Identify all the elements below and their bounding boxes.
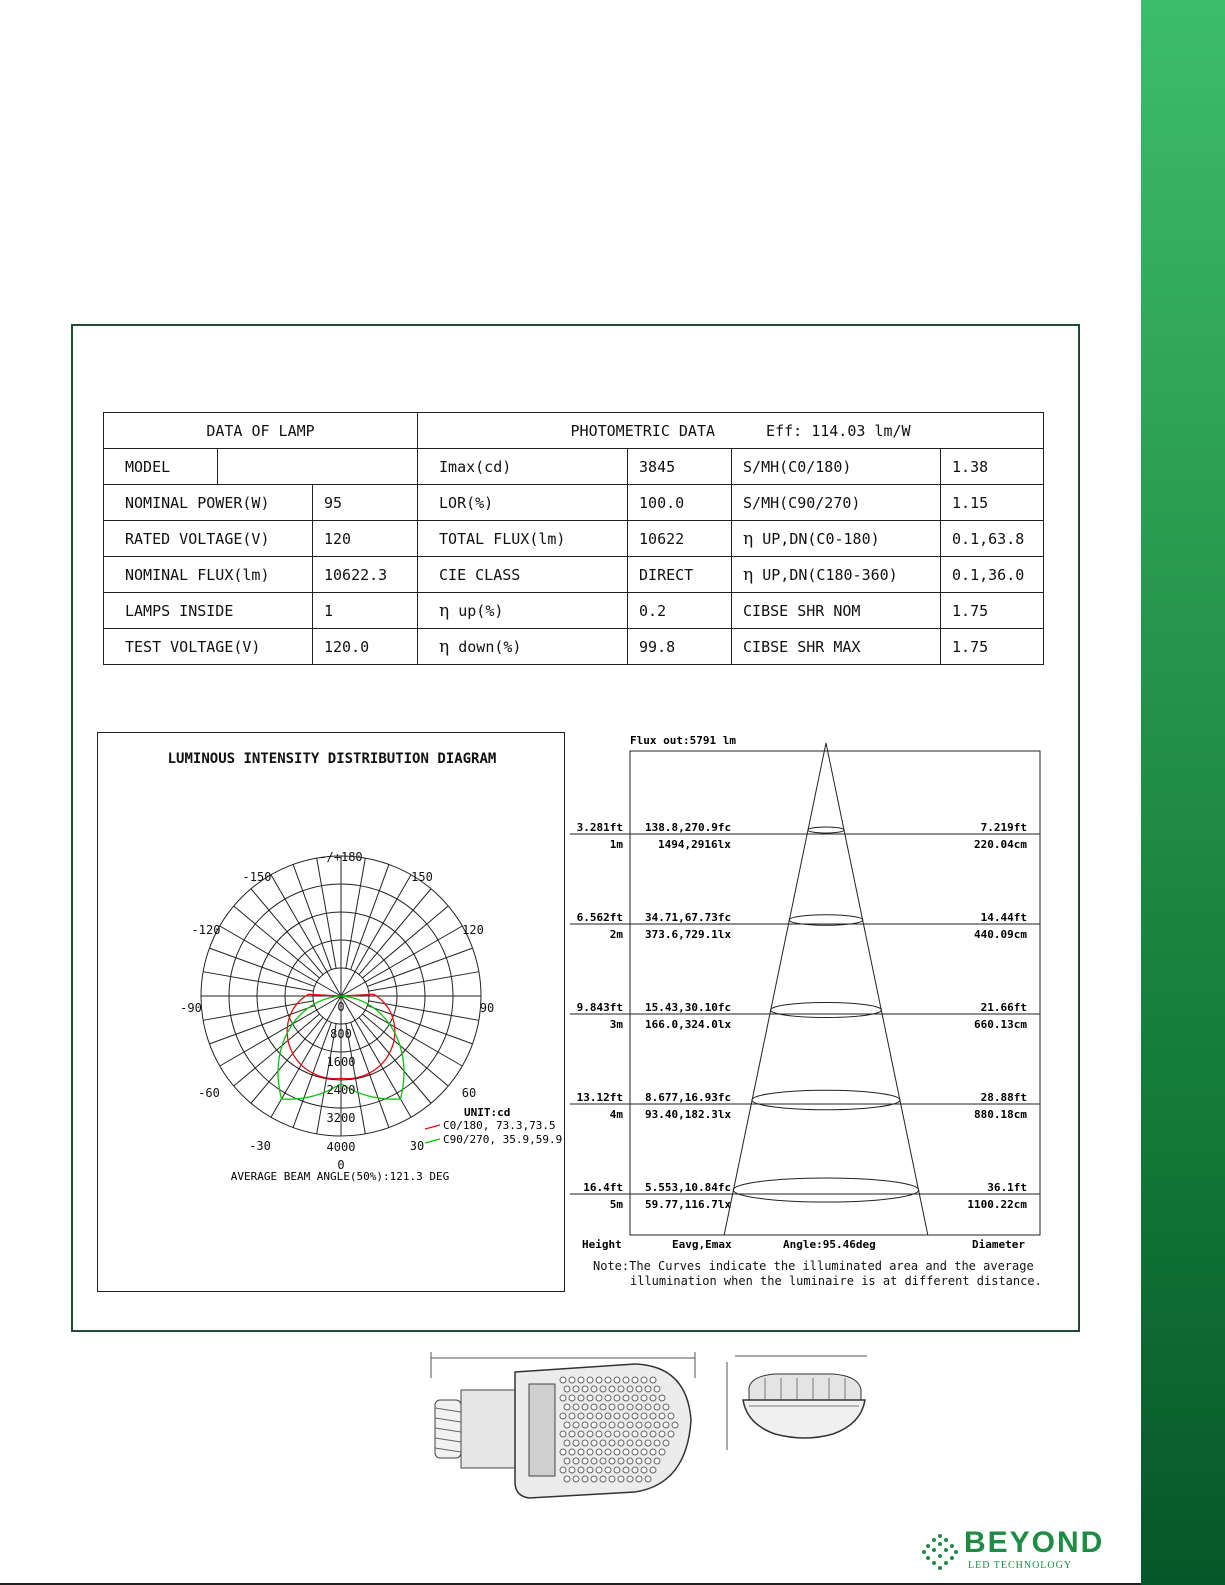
led-dot — [614, 1467, 620, 1473]
legend-c90-line — [425, 1139, 440, 1143]
height-m: 3m — [609, 1018, 623, 1031]
lamp-data-header: DATA OF LAMP — [104, 413, 418, 449]
fc-value: 34.71,67.73fc — [645, 911, 732, 924]
angle-label-m30: -30 — [249, 1139, 271, 1153]
cone-lines — [724, 743, 928, 1235]
cone-edge-left — [724, 743, 826, 1235]
led-dot — [582, 1404, 588, 1410]
height-ft: 16.4ft — [583, 1181, 623, 1194]
led-dot — [627, 1440, 633, 1446]
led-dot — [641, 1377, 647, 1383]
unit-label: UNIT:cd — [464, 1106, 511, 1119]
ring-label: 2400 — [326, 1083, 356, 1097]
led-dot — [587, 1467, 593, 1473]
eta-symbol: η — [743, 528, 754, 549]
imax-label: Imax(cd) — [418, 449, 628, 485]
led-dot — [591, 1386, 597, 1392]
led-dot — [600, 1422, 606, 1428]
led-dot — [582, 1476, 588, 1482]
led-dot — [573, 1422, 579, 1428]
angle-label-m90: -90 — [180, 1001, 202, 1015]
diameter-cm: 660.13cm — [974, 1018, 1027, 1031]
led-dot — [609, 1404, 615, 1410]
smh-c90-value: 1.15 — [941, 485, 1044, 521]
led-dot — [569, 1377, 575, 1383]
angle-label-0: 0 — [337, 1158, 345, 1172]
flux-out-label: Flux out:5791 lm — [630, 734, 736, 747]
polar-spoke — [203, 972, 313, 991]
polar-spoke — [209, 948, 314, 986]
led-dot — [623, 1413, 629, 1419]
lx-value: 93.40,182.3lx — [645, 1108, 732, 1121]
angle-label-180: -/+180 — [319, 850, 363, 864]
height-ft: 3.281ft — [576, 821, 623, 834]
height-m: 4m — [609, 1108, 623, 1121]
angle-label-m120: -120 — [191, 923, 221, 937]
voltage-label: RATED VOLTAGE(V) — [104, 521, 313, 557]
power-label: NOMINAL POWER(W) — [104, 485, 313, 521]
polar-spoke — [351, 1022, 389, 1127]
height-m: 2m — [609, 928, 623, 941]
led-dot — [605, 1413, 611, 1419]
led-dot — [618, 1458, 624, 1464]
updn-c0-value: 0.1,63.8 — [941, 521, 1044, 557]
led-dot — [582, 1440, 588, 1446]
footer-diameter: Diameter — [972, 1238, 1025, 1251]
led-dot — [627, 1476, 633, 1482]
led-dot — [641, 1431, 647, 1437]
led-dot — [591, 1422, 597, 1428]
led-dot — [623, 1467, 629, 1473]
led-dot — [587, 1377, 593, 1383]
polar-spoke — [367, 1006, 472, 1044]
test-voltage-value: 120.0 — [313, 629, 418, 665]
angle-label-m150: -150 — [242, 870, 272, 884]
eta-symbol: η — [439, 600, 450, 621]
led-dot — [591, 1458, 597, 1464]
led-dot — [672, 1422, 678, 1428]
lor-value: 100.0 — [628, 485, 732, 521]
led-dot — [578, 1431, 584, 1437]
angle-label-120: 120 — [462, 923, 484, 937]
cibse-nom-label: CIBSE SHR NOM — [732, 593, 941, 629]
cibse-max-value: 1.75 — [941, 629, 1044, 665]
led-dot — [636, 1440, 642, 1446]
cone-section-ellipse — [808, 827, 844, 833]
led-dot — [636, 1386, 642, 1392]
led-dot — [654, 1440, 660, 1446]
led-dot — [569, 1449, 575, 1455]
table-row — [104, 485, 1044, 521]
table-row — [104, 593, 1044, 629]
lor-label: LOR(%) — [418, 485, 628, 521]
legend-c90: C90/270, 35.9,59.9 — [443, 1133, 563, 1146]
led-dot — [632, 1377, 638, 1383]
led-dot — [564, 1386, 570, 1392]
diameter-ft: 21.66ft — [980, 1001, 1027, 1014]
test-voltage-label: TEST VOLTAGE(V) — [104, 629, 313, 665]
height-m: 1m — [609, 838, 623, 851]
led-dot — [618, 1404, 624, 1410]
nominal-flux-value: 10622.3 — [313, 557, 418, 593]
led-dot — [564, 1404, 570, 1410]
model-value — [218, 449, 418, 485]
led-dot — [668, 1413, 674, 1419]
height-ft: 6.562ft — [576, 911, 623, 924]
legend-c0: C0/180, 73.3,73.5 — [443, 1119, 556, 1132]
led-dot — [609, 1440, 615, 1446]
led-dot — [654, 1422, 660, 1428]
led-dot — [591, 1404, 597, 1410]
led-dot — [560, 1449, 566, 1455]
led-dot — [641, 1467, 647, 1473]
total-flux-value: 10622 — [628, 521, 732, 557]
angle-label-m60: -60 — [198, 1086, 220, 1100]
updn-c180-value: 0.1,36.0 — [941, 557, 1044, 593]
cone-edge-right — [826, 743, 928, 1235]
voltage-value: 120 — [313, 521, 418, 557]
polar-spoke — [317, 858, 336, 968]
led-dot — [582, 1422, 588, 1428]
logo-tagline: LED TECHNOLOGY — [968, 1560, 1073, 1571]
led-dot — [605, 1467, 611, 1473]
led-dot — [609, 1458, 615, 1464]
angle-label-30: 30 — [409, 1139, 425, 1153]
table-row — [104, 449, 1044, 485]
led-dot — [600, 1476, 606, 1482]
led-dot — [650, 1377, 656, 1383]
led-dot — [582, 1386, 588, 1392]
led-dot — [578, 1395, 584, 1401]
led-dot — [605, 1431, 611, 1437]
led-dot — [632, 1449, 638, 1455]
led-dot — [659, 1395, 665, 1401]
eta-down-value: 99.8 — [628, 629, 732, 665]
cone-section-ellipse — [771, 1002, 882, 1017]
led-dot — [645, 1476, 651, 1482]
legend-c0-line — [425, 1125, 440, 1129]
led-dot — [636, 1476, 642, 1482]
led-dot — [609, 1386, 615, 1392]
footer-angle: Angle:95.46deg — [783, 1238, 876, 1251]
led-dot — [587, 1395, 593, 1401]
led-dot — [623, 1431, 629, 1437]
led-dot — [560, 1395, 566, 1401]
photometric-header — [418, 413, 1044, 449]
height-m: 5m — [609, 1198, 623, 1211]
led-dot — [632, 1413, 638, 1419]
diameter-cm: 220.04cm — [974, 838, 1027, 851]
led-dot — [564, 1458, 570, 1464]
led-dot — [654, 1458, 660, 1464]
led-dot — [623, 1377, 629, 1383]
ring-label: 4000 — [326, 1140, 356, 1154]
led-dot — [596, 1395, 602, 1401]
led-dot — [605, 1377, 611, 1383]
cie-class-label: CIE CLASS — [418, 557, 628, 593]
led-dot — [650, 1413, 656, 1419]
led-dot — [569, 1413, 575, 1419]
diameter-cm: 1100.22cm — [967, 1198, 1027, 1211]
beam-angle-label: AVERAGE BEAM ANGLE(50%):121.3 DEG — [230, 1170, 450, 1183]
led-dot — [659, 1413, 665, 1419]
led-dot — [632, 1467, 638, 1473]
led-dot — [587, 1431, 593, 1437]
led-dot — [623, 1449, 629, 1455]
polar-spoke — [369, 972, 479, 991]
led-dot — [618, 1422, 624, 1428]
led-dot — [564, 1440, 570, 1446]
led-dot — [645, 1440, 651, 1446]
led-dot — [636, 1458, 642, 1464]
led-dot — [569, 1395, 575, 1401]
cie-class-value: DIRECT — [628, 557, 732, 593]
led-dot — [596, 1467, 602, 1473]
fc-value: 5.553,10.84fc — [645, 1181, 732, 1194]
angle-label-60: 60 — [461, 1086, 477, 1100]
led-dot — [659, 1431, 665, 1437]
led-dot — [573, 1476, 579, 1482]
led-dot — [614, 1431, 620, 1437]
led-grid-logo-icon — [918, 1530, 962, 1574]
led-dot — [614, 1413, 620, 1419]
led-dot — [627, 1404, 633, 1410]
led-dot — [636, 1404, 642, 1410]
height-ft: 13.12ft — [576, 1091, 623, 1104]
eta-up-label: η up(%) — [418, 593, 628, 629]
cibse-nom-value: 1.75 — [941, 593, 1044, 629]
led-dot — [560, 1467, 566, 1473]
total-flux-label: TOTAL FLUX(lm) — [418, 521, 628, 557]
led-dot — [654, 1404, 660, 1410]
led-dot — [650, 1467, 656, 1473]
polar-spoke — [209, 1006, 314, 1044]
eta-up-value: 0.2 — [628, 593, 732, 629]
led-dot — [627, 1386, 633, 1392]
led-dot — [609, 1476, 615, 1482]
led-dot — [645, 1386, 651, 1392]
polar-spoke — [367, 948, 472, 986]
led-dot — [641, 1449, 647, 1455]
cone-section-ellipse — [752, 1090, 900, 1110]
table-row — [104, 629, 1044, 665]
led-dot — [600, 1440, 606, 1446]
led-dot — [591, 1440, 597, 1446]
led-dot — [627, 1458, 633, 1464]
diagram-title: LUMINOUS INTENSITY DISTRIBUTION DIAGRAM — [167, 751, 497, 767]
led-dot — [578, 1377, 584, 1383]
table-row — [104, 521, 1044, 557]
fc-value: 138.8,270.9fc — [645, 821, 732, 834]
led-dot — [609, 1422, 615, 1428]
led-dot — [573, 1386, 579, 1392]
beyond-logo — [918, 1526, 1108, 1580]
led-dot — [587, 1449, 593, 1455]
led-dot — [578, 1449, 584, 1455]
lx-value: 166.0,324.0lx — [645, 1018, 732, 1031]
smh-c0-label: S/MH(C0/180) — [732, 449, 941, 485]
led-dot — [573, 1440, 579, 1446]
led-dot — [560, 1431, 566, 1437]
model-label: MODEL — [104, 449, 218, 485]
led-dot — [614, 1377, 620, 1383]
led-dot — [618, 1440, 624, 1446]
diameter-ft: 7.219ft — [980, 821, 1027, 834]
polar-spoke — [346, 858, 365, 968]
led-dot — [663, 1404, 669, 1410]
angle-label-150: 150 — [411, 870, 433, 884]
led-dot — [587, 1413, 593, 1419]
led-dot — [564, 1476, 570, 1482]
footer-eavg: Eavg,Emax — [672, 1238, 732, 1251]
led-dot — [654, 1386, 660, 1392]
led-dot — [627, 1422, 633, 1428]
led-dot — [573, 1458, 579, 1464]
cone-row — [570, 1091, 1040, 1121]
cibse-max-label: CIBSE SHR MAX — [732, 629, 941, 665]
product-drawing-top — [425, 1350, 705, 1510]
eta-down-label: η down(%) — [418, 629, 628, 665]
led-dot — [636, 1422, 642, 1428]
nominal-flux-label: NOMINAL FLUX(lm) — [104, 557, 313, 593]
led-dot — [569, 1467, 575, 1473]
led-dot — [591, 1476, 597, 1482]
led-dot — [596, 1431, 602, 1437]
led-dot — [614, 1449, 620, 1455]
led-dot — [573, 1404, 579, 1410]
green-side-bar — [1141, 0, 1225, 1585]
led-dot — [645, 1404, 651, 1410]
led-dot — [663, 1440, 669, 1446]
led-dot — [618, 1386, 624, 1392]
smh-c0-value: 1.38 — [941, 449, 1044, 485]
cone-section-ellipse — [733, 1178, 918, 1202]
led-dot — [605, 1395, 611, 1401]
led-dot — [596, 1377, 602, 1383]
led-dot — [600, 1386, 606, 1392]
led-dot — [582, 1458, 588, 1464]
table-header-row — [104, 413, 1044, 449]
diameter-ft: 28.88ft — [980, 1091, 1027, 1104]
polar-spoke — [351, 864, 389, 969]
product-drawing-side — [725, 1350, 875, 1460]
cone-row — [570, 1181, 1040, 1211]
led-dot — [578, 1413, 584, 1419]
lamps-inside-label: LAMPS INSIDE — [104, 593, 313, 629]
lx-value: 1494,2916lx — [658, 838, 731, 851]
smh-c90-label: S/MH(C90/270) — [732, 485, 941, 521]
polar-spoke — [293, 864, 331, 969]
led-dot — [623, 1395, 629, 1401]
led-dot — [578, 1467, 584, 1473]
led-dot — [641, 1395, 647, 1401]
diameter-ft: 36.1ft — [987, 1181, 1027, 1194]
led-dot — [659, 1449, 665, 1455]
ring-label: 1600 — [326, 1055, 356, 1069]
ring-label: 800 — [330, 1027, 352, 1041]
led-dot — [668, 1431, 674, 1437]
led-dot — [632, 1395, 638, 1401]
diameter-cm: 440.09cm — [974, 928, 1027, 941]
fc-value: 8.677,16.93fc — [645, 1091, 732, 1104]
ring-label: 3200 — [326, 1111, 356, 1125]
lx-value: 373.6,729.1lx — [645, 928, 732, 941]
diameter-ft: 14.44ft — [980, 911, 1027, 924]
led-dot — [596, 1413, 602, 1419]
photometric-spec-table — [103, 412, 1044, 665]
updn-c180-label: η UP,DN(C180-360) — [732, 557, 941, 593]
logo-wordmark: BEYOND — [964, 1526, 1105, 1559]
led-dot — [645, 1458, 651, 1464]
power-value: 95 — [313, 485, 418, 521]
table-row — [104, 557, 1044, 593]
led-dot — [650, 1395, 656, 1401]
lamps-inside-value: 1 — [313, 593, 418, 629]
led-dot — [560, 1413, 566, 1419]
led-dot — [564, 1422, 570, 1428]
cone-note-line1: Note:The Curves indicate the illuminated area and the average — [593, 1259, 1034, 1273]
led-dot — [618, 1476, 624, 1482]
cone-row — [570, 1001, 1040, 1031]
footer-height: Height — [582, 1238, 622, 1251]
led-dot — [560, 1377, 566, 1383]
polar-intensity-chart — [97, 732, 565, 1292]
led-dot — [614, 1395, 620, 1401]
led-dot — [600, 1404, 606, 1410]
led-dot — [650, 1431, 656, 1437]
led-dot — [641, 1413, 647, 1419]
ring-label: 0 — [337, 1000, 345, 1014]
fc-value: 15.43,30.10fc — [645, 1001, 732, 1014]
height-ft: 9.843ft — [576, 1001, 623, 1014]
led-dot — [645, 1422, 651, 1428]
led-dot — [650, 1449, 656, 1455]
eta-symbol: η — [743, 564, 754, 585]
cone-note-line2: illumination when the luminaire is at different distance. — [630, 1274, 1042, 1288]
eta-symbol: η — [439, 636, 450, 657]
angle-label-90: 90 — [479, 1001, 495, 1015]
imax-value: 3845 — [628, 449, 732, 485]
illuminance-cone-chart — [570, 730, 1060, 1290]
led-dot — [569, 1431, 575, 1437]
led-dot — [663, 1422, 669, 1428]
led-dot — [596, 1449, 602, 1455]
photometric-header-label: PHOTOMETRIC DATA — [570, 421, 716, 440]
led-dot — [600, 1458, 606, 1464]
led-dot — [632, 1431, 638, 1437]
led-dot — [605, 1449, 611, 1455]
lx-value: 59.77,116.7lx — [645, 1198, 732, 1211]
efficacy-value: Eff: 114.03 lm/W — [766, 421, 911, 440]
updn-c0-label: η UP,DN(C0-180) — [732, 521, 941, 557]
diameter-cm: 880.18cm — [974, 1108, 1027, 1121]
